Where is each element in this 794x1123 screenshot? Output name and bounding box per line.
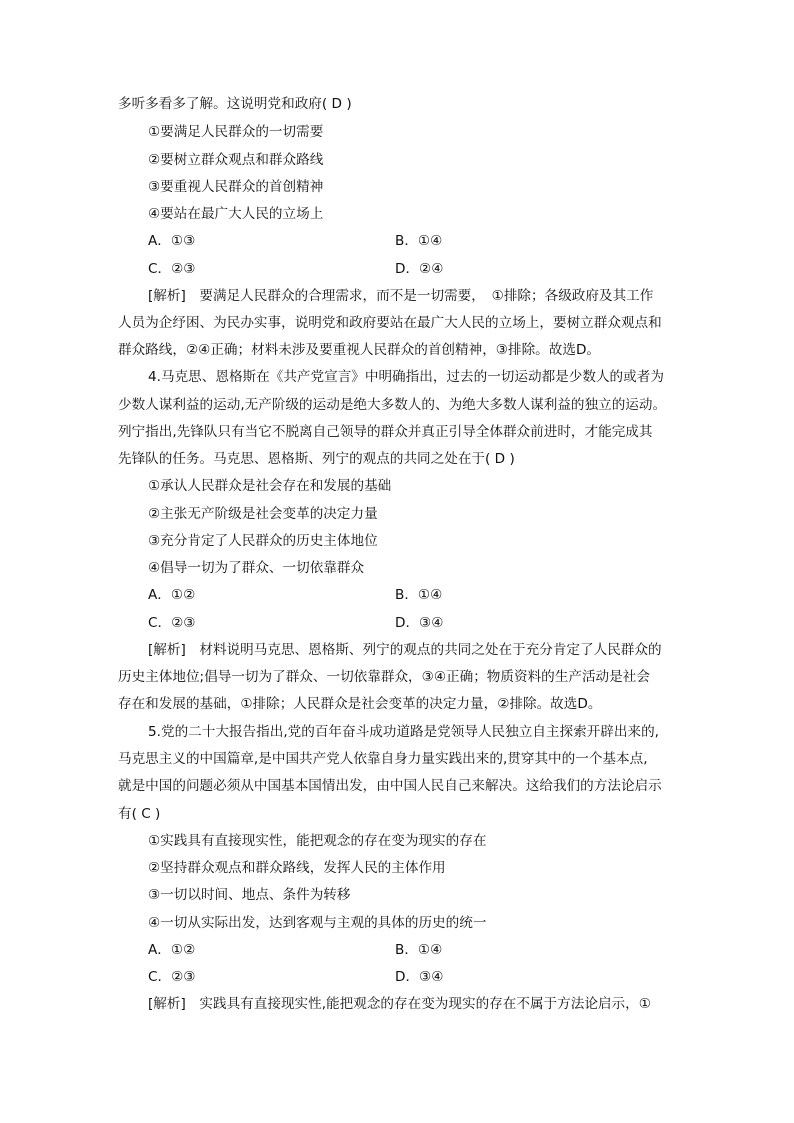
analysis-line: [解析] 材料说明马克思、恩格斯、列宁的观点的共同之处在于充分肯定了人民群众的 (148, 642, 662, 658)
statement-3: ③充分肯定了人民群众的历史主体地位 (148, 533, 378, 549)
question-5-stem: 马克思主义的中国篇章,是中国共产党人依靠自身力量实践出来的,贯穿其中的一个基本点, (118, 751, 648, 767)
statement-3: ③一切以时间、地点、条件为转移 (148, 887, 351, 903)
question-4-stem: 少数人谋利益的运动,无产阶级的运动是绝大多数人的、为绝大多数人谋利益的独立的运动。 (118, 397, 667, 413)
analysis-line: 群众路线，②④正确；材料未涉及要重视人民群众的首创精神，③排除。故选D。 (118, 342, 601, 358)
option-a: A．①② (148, 942, 196, 958)
question-5-stem: 就是中国的问题必须从中国基本国情出发，由中国人民自己来解决。这给我们的方法论启示 (118, 778, 662, 794)
statement-1: ①承认人民群众是社会存在和发展的基础 (148, 478, 392, 494)
option-c: C．②③ (148, 969, 196, 985)
statement-4: ④要站在最广大人民的立场上 (148, 206, 324, 222)
statement-2: ②坚持群众观点和群众路线，发挥人民的主体作用 (148, 860, 446, 876)
question-5-stem: 有( C ) (118, 806, 161, 822)
option-a: A．①③ (148, 233, 196, 249)
option-a: A．①② (148, 587, 196, 603)
option-b: B．①④ (395, 942, 443, 958)
option-c: C．②③ (148, 261, 196, 277)
option-b: B．①④ (395, 587, 443, 603)
analysis-line: 人员为企纾困、为民办实事，说明党和政府要站在最广大人民的立场上，要树立群众观点和 (118, 315, 662, 331)
statement-2: ②要树立群众观点和群众路线 (148, 152, 324, 168)
statement-3: ③要重视人民群众的首创精神 (148, 179, 324, 195)
question-5-stem: 5.党的二十大报告指出,党的百年奋斗成功道路是党领导人民独立自主探索开辟出来的, (148, 724, 659, 740)
option-c: C．②③ (148, 615, 196, 631)
question-4-stem: 4.马克思、恩格斯在《共产党宣言》中明确指出，过去的一切运动都是少数人的或者为 (148, 369, 664, 385)
question-4-stem: 列宁指出,先锋队只有当它不脱离自己领导的群众并真正引导全体群众前进时，才能完成其 (118, 424, 653, 440)
question-4-stem: 先锋队的任务。马克思、恩格斯、列宁的观点的共同之处在于( D ) (118, 451, 515, 467)
question-3-stem-end: 多听多看多了解。这说明党和政府( D ) (118, 96, 352, 112)
statement-4: ④倡导一切为了群众、一切依靠群众 (148, 560, 365, 576)
option-d: D．③④ (395, 969, 444, 985)
statement-2: ②主张无产阶级是社会变革的决定力量 (148, 506, 378, 522)
statement-4: ④一切从实际出发，达到客观与主观的具体的历史的统一 (148, 915, 487, 931)
option-d: D．③④ (395, 615, 444, 631)
statement-1: ①实践具有直接现实性，能把观念的存在变为现实的存在 (148, 833, 487, 849)
analysis-line: 存在和发展的基础，①排除；人民群众是社会变革的决定力量，②排除。故选D。 (118, 696, 602, 712)
statement-1: ①要满足人民群众的一切需要 (148, 124, 324, 140)
analysis-line: [解析] 要满足人民群众的合理需求，而不是一切需要， ①排除；各级政府及其工作 (148, 288, 654, 304)
analysis-line: 历史主体地位;倡导一切为了群众、一切依靠群众，③④正确；物质资料的生产活动是社会 (118, 669, 650, 685)
option-d: D．②④ (395, 261, 444, 277)
option-b: B．①④ (395, 233, 443, 249)
analysis-line: [解析] 实践具有直接现实性,能把观念的存在变为现实的存在不属于方法论启示，① (148, 996, 651, 1012)
